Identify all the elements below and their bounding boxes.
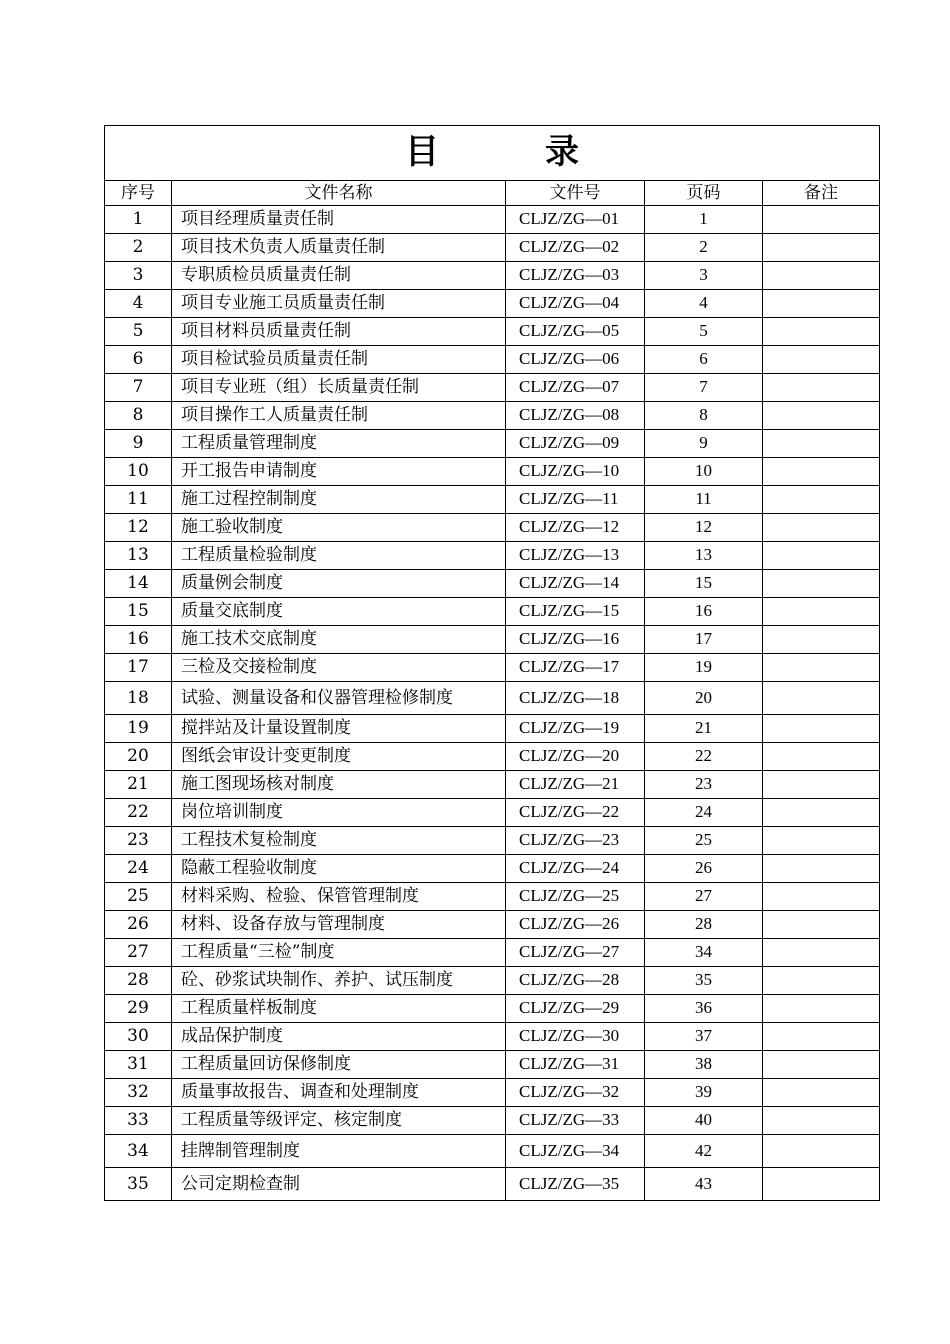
row-note	[763, 1135, 880, 1168]
row-file-name: 专职质检员质量责任制	[172, 262, 506, 290]
row-file-code: CLJZ/ZG—31	[506, 1051, 645, 1079]
row-page-number: 37	[645, 1023, 763, 1051]
row-file-name: 施工图现场核对制度	[172, 771, 506, 799]
table-row	[105, 1168, 880, 1201]
table-row	[105, 402, 880, 430]
row-file-name: 挂牌制管理制度	[172, 1135, 506, 1168]
table-row	[105, 1135, 880, 1168]
row-page-number: 16	[645, 598, 763, 626]
table-row	[105, 939, 880, 967]
row-number: 22	[105, 799, 172, 827]
row-number: 35	[105, 1168, 172, 1201]
row-note	[763, 1051, 880, 1079]
row-note	[763, 1023, 880, 1051]
row-number: 23	[105, 827, 172, 855]
row-file-name: 工程技术复检制度	[172, 827, 506, 855]
row-page-number: 5	[645, 318, 763, 346]
row-number: 8	[105, 402, 172, 430]
row-file-code: CLJZ/ZG—26	[506, 911, 645, 939]
row-file-code: CLJZ/ZG—08	[506, 402, 645, 430]
row-note	[763, 374, 880, 402]
row-note	[763, 514, 880, 542]
row-page-number: 2	[645, 234, 763, 262]
table-row	[105, 430, 880, 458]
row-page-number: 26	[645, 855, 763, 883]
row-file-code: CLJZ/ZG—32	[506, 1079, 645, 1107]
row-note	[763, 883, 880, 911]
row-number: 29	[105, 995, 172, 1023]
row-file-code: CLJZ/ZG—11	[506, 486, 645, 514]
row-file-name: 质量例会制度	[172, 570, 506, 598]
row-file-code: CLJZ/ZG—35	[506, 1168, 645, 1201]
table-row	[105, 743, 880, 771]
row-file-name: 材料采购、检验、保管管理制度	[172, 883, 506, 911]
row-number: 2	[105, 234, 172, 262]
row-file-code: CLJZ/ZG—20	[506, 743, 645, 771]
row-file-code: CLJZ/ZG—05	[506, 318, 645, 346]
row-page-number: 8	[645, 402, 763, 430]
row-file-name: 隐蔽工程验收制度	[172, 855, 506, 883]
row-number: 17	[105, 654, 172, 682]
row-page-number: 13	[645, 542, 763, 570]
row-file-name: 搅拌站及计量设置制度	[172, 715, 506, 743]
row-file-code: CLJZ/ZG—09	[506, 430, 645, 458]
row-file-code: CLJZ/ZG—28	[506, 967, 645, 995]
row-note	[763, 430, 880, 458]
row-number: 14	[105, 570, 172, 598]
row-number: 25	[105, 883, 172, 911]
table-row	[105, 855, 880, 883]
row-page-number: 34	[645, 939, 763, 967]
row-page-number: 27	[645, 883, 763, 911]
row-file-code: CLJZ/ZG—16	[506, 626, 645, 654]
table-row	[105, 598, 880, 626]
row-file-name: 工程质量检验制度	[172, 542, 506, 570]
row-file-code: CLJZ/ZG—23	[506, 827, 645, 855]
table-row	[105, 1023, 880, 1051]
row-page-number: 3	[645, 262, 763, 290]
row-number: 9	[105, 430, 172, 458]
row-file-code: CLJZ/ZG—03	[506, 262, 645, 290]
row-number: 18	[105, 682, 172, 715]
row-file-name: 项目专业施工员质量责任制	[172, 290, 506, 318]
row-note	[763, 542, 880, 570]
row-file-code: CLJZ/ZG—04	[506, 290, 645, 318]
row-page-number: 21	[645, 715, 763, 743]
row-page-number: 7	[645, 374, 763, 402]
row-note	[763, 262, 880, 290]
row-note	[763, 626, 880, 654]
row-note	[763, 939, 880, 967]
row-number: 31	[105, 1051, 172, 1079]
row-file-code: CLJZ/ZG—34	[506, 1135, 645, 1168]
row-page-number: 11	[645, 486, 763, 514]
table-row	[105, 458, 880, 486]
row-page-number: 15	[645, 570, 763, 598]
row-note	[763, 290, 880, 318]
row-file-name: 工程质量等级评定、核定制度	[172, 1107, 506, 1135]
row-file-code: CLJZ/ZG—24	[506, 855, 645, 883]
row-number: 5	[105, 318, 172, 346]
row-file-code: CLJZ/ZG—07	[506, 374, 645, 402]
row-note	[763, 486, 880, 514]
table-row	[105, 206, 880, 234]
row-page-number: 17	[645, 626, 763, 654]
row-number: 3	[105, 262, 172, 290]
row-file-name: 项目操作工人质量责任制	[172, 402, 506, 430]
row-page-number: 1	[645, 206, 763, 234]
row-note	[763, 598, 880, 626]
row-note	[763, 318, 880, 346]
row-page-number: 22	[645, 743, 763, 771]
row-note	[763, 1107, 880, 1135]
row-page-number: 43	[645, 1168, 763, 1201]
header-row	[105, 181, 880, 206]
table-row	[105, 318, 880, 346]
table-row	[105, 1051, 880, 1079]
table-row	[105, 374, 880, 402]
row-file-name: 质量事故报告、调查和处理制度	[172, 1079, 506, 1107]
row-file-code: CLJZ/ZG—15	[506, 598, 645, 626]
toc-table	[104, 125, 880, 1201]
table-row	[105, 234, 880, 262]
table-row	[105, 682, 880, 715]
header-name: 文件名称	[172, 181, 506, 206]
row-file-name: 工程质量管理制度	[172, 430, 506, 458]
row-note	[763, 654, 880, 682]
row-file-name: 岗位培训制度	[172, 799, 506, 827]
row-note	[763, 570, 880, 598]
row-file-name: 开工报告申请制度	[172, 458, 506, 486]
table-row	[105, 799, 880, 827]
row-note	[763, 827, 880, 855]
table-row	[105, 715, 880, 743]
row-file-name: 砼、砂浆试块制作、养护、试压制度	[172, 967, 506, 995]
row-file-code: CLJZ/ZG—01	[506, 206, 645, 234]
row-number: 20	[105, 743, 172, 771]
title-row	[105, 126, 880, 181]
row-page-number: 36	[645, 995, 763, 1023]
table-row	[105, 911, 880, 939]
row-file-code: CLJZ/ZG—14	[506, 570, 645, 598]
row-file-name: 项目专业班（组）长质量责任制	[172, 374, 506, 402]
table-row	[105, 771, 880, 799]
row-number: 34	[105, 1135, 172, 1168]
row-page-number: 35	[645, 967, 763, 995]
row-file-code: CLJZ/ZG—02	[506, 234, 645, 262]
row-note	[763, 967, 880, 995]
row-number: 10	[105, 458, 172, 486]
row-number: 32	[105, 1079, 172, 1107]
row-number: 16	[105, 626, 172, 654]
row-note	[763, 1079, 880, 1107]
table-row	[105, 262, 880, 290]
row-file-name: 项目检试验员质量责任制	[172, 346, 506, 374]
row-page-number: 12	[645, 514, 763, 542]
row-page-number: 42	[645, 1135, 763, 1168]
row-file-name: 工程质量“三检”制度	[172, 939, 506, 967]
row-file-code: CLJZ/ZG—29	[506, 995, 645, 1023]
row-page-number: 23	[645, 771, 763, 799]
row-number: 21	[105, 771, 172, 799]
table-row	[105, 1107, 880, 1135]
row-page-number: 25	[645, 827, 763, 855]
row-number: 15	[105, 598, 172, 626]
row-note	[763, 743, 880, 771]
row-file-code: CLJZ/ZG—06	[506, 346, 645, 374]
table-row	[105, 626, 880, 654]
header-code: 文件号	[506, 181, 645, 206]
row-page-number: 24	[645, 799, 763, 827]
row-page-number: 19	[645, 654, 763, 682]
table-row	[105, 346, 880, 374]
row-file-code: CLJZ/ZG—22	[506, 799, 645, 827]
table-row	[105, 542, 880, 570]
row-file-code: CLJZ/ZG—27	[506, 939, 645, 967]
row-page-number: 28	[645, 911, 763, 939]
table-row	[105, 995, 880, 1023]
row-note	[763, 346, 880, 374]
row-number: 1	[105, 206, 172, 234]
row-number: 19	[105, 715, 172, 743]
row-file-code: CLJZ/ZG—17	[506, 654, 645, 682]
row-note	[763, 206, 880, 234]
row-file-name: 成品保护制度	[172, 1023, 506, 1051]
row-file-name: 试验、测量设备和仪器管理检修制度	[172, 682, 506, 715]
row-note	[763, 234, 880, 262]
row-file-code: CLJZ/ZG—13	[506, 542, 645, 570]
row-file-code: CLJZ/ZG—12	[506, 514, 645, 542]
row-number: 6	[105, 346, 172, 374]
row-file-name: 三检及交接检制度	[172, 654, 506, 682]
row-number: 7	[105, 374, 172, 402]
row-file-name: 工程质量样板制度	[172, 995, 506, 1023]
row-file-code: CLJZ/ZG—21	[506, 771, 645, 799]
table-row	[105, 827, 880, 855]
row-file-code: CLJZ/ZG—18	[506, 682, 645, 715]
table-row	[105, 1079, 880, 1107]
row-file-code: CLJZ/ZG—19	[506, 715, 645, 743]
row-number: 11	[105, 486, 172, 514]
row-file-name: 材料、设备存放与管理制度	[172, 911, 506, 939]
row-file-name: 图纸会审设计变更制度	[172, 743, 506, 771]
row-number: 12	[105, 514, 172, 542]
table-row	[105, 883, 880, 911]
row-file-name: 工程质量回访保修制度	[172, 1051, 506, 1079]
row-note	[763, 458, 880, 486]
table-row	[105, 654, 880, 682]
row-page-number: 9	[645, 430, 763, 458]
row-number: 27	[105, 939, 172, 967]
row-note	[763, 1168, 880, 1201]
header-no: 序号	[105, 181, 172, 206]
header-note: 备注	[763, 181, 880, 206]
page-title: 目 录	[105, 126, 880, 181]
row-file-name: 施工技术交底制度	[172, 626, 506, 654]
row-file-name: 项目技术负责人质量责任制	[172, 234, 506, 262]
table-row	[105, 967, 880, 995]
table-row	[105, 486, 880, 514]
row-note	[763, 855, 880, 883]
row-note	[763, 911, 880, 939]
row-file-code: CLJZ/ZG—25	[506, 883, 645, 911]
row-page-number: 39	[645, 1079, 763, 1107]
table-row	[105, 514, 880, 542]
row-number: 4	[105, 290, 172, 318]
row-page-number: 4	[645, 290, 763, 318]
row-number: 30	[105, 1023, 172, 1051]
row-number: 26	[105, 911, 172, 939]
row-number: 33	[105, 1107, 172, 1135]
row-note	[763, 771, 880, 799]
row-number: 28	[105, 967, 172, 995]
row-note	[763, 682, 880, 715]
row-note	[763, 715, 880, 743]
row-file-code: CLJZ/ZG—10	[506, 458, 645, 486]
table-row	[105, 570, 880, 598]
row-page-number: 10	[645, 458, 763, 486]
row-page-number: 20	[645, 682, 763, 715]
row-note	[763, 799, 880, 827]
row-file-code: CLJZ/ZG—30	[506, 1023, 645, 1051]
row-file-code: CLJZ/ZG—33	[506, 1107, 645, 1135]
row-file-name: 项目经理质量责任制	[172, 206, 506, 234]
row-file-name: 施工验收制度	[172, 514, 506, 542]
row-page-number: 6	[645, 346, 763, 374]
row-note	[763, 995, 880, 1023]
row-page-number: 40	[645, 1107, 763, 1135]
row-file-name: 项目材料员质量责任制	[172, 318, 506, 346]
row-note	[763, 402, 880, 430]
row-file-name: 质量交底制度	[172, 598, 506, 626]
table-row	[105, 290, 880, 318]
row-page-number: 38	[645, 1051, 763, 1079]
row-file-name: 施工过程控制制度	[172, 486, 506, 514]
row-number: 24	[105, 855, 172, 883]
row-number: 13	[105, 542, 172, 570]
header-page: 页码	[645, 181, 763, 206]
row-file-name: 公司定期检查制	[172, 1168, 506, 1201]
